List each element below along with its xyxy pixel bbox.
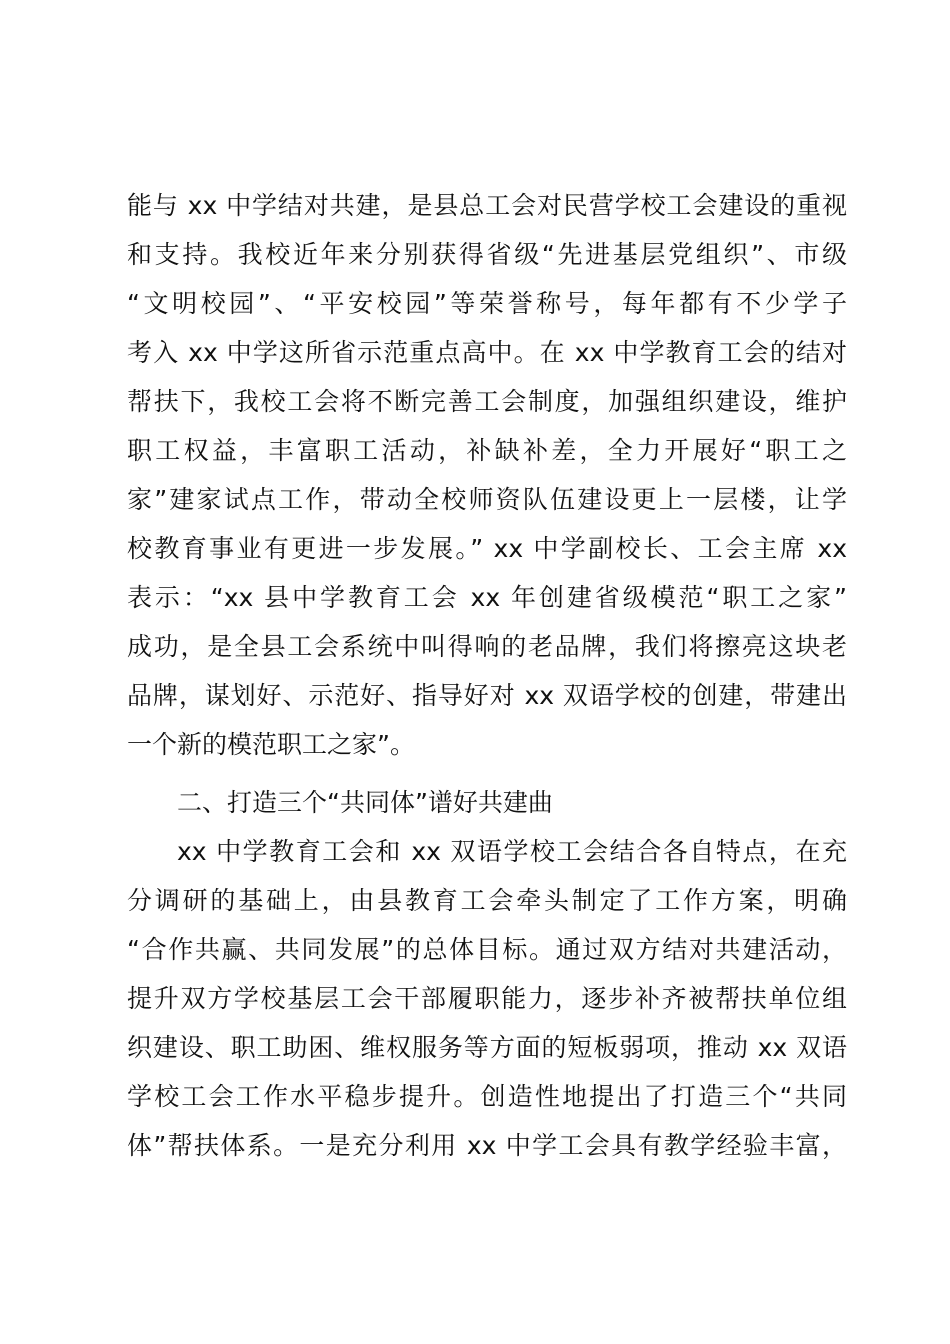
- paragraph-line: 提升双方学校基层工会干部履职能力，逐步补齐被帮扶单位组: [127, 984, 847, 1013]
- paragraph-line: xx 中学教育工会和 xx 双语学校工会结合各自特点，在充: [177, 837, 847, 866]
- paragraph-line: 学校工会工作水平稳步提升。创造性地提出了打造三个“共同: [127, 1082, 847, 1111]
- paragraph-line: 校教育事业有更进一步发展。” xx 中学副校长、工会主席 xx: [127, 534, 847, 563]
- section-heading: 二、打造三个“共同体”谱好共建曲: [177, 788, 553, 817]
- paragraph-line: 职工权益，丰富职工活动，补缺补差，全力开展好“职工之: [127, 436, 847, 465]
- paragraph-line: “合作共赢、共同发展”的总体目标。通过双方结对共建活动，: [127, 935, 847, 964]
- paragraph-line: “文明校园”、“平安校园”等荣誉称号，每年都有不少学子: [127, 289, 847, 318]
- paragraph-line: 体”帮扶体系。一是充分利用 xx 中学工会具有教学经验丰富，: [127, 1131, 847, 1160]
- paragraph-line: 家”建家试点工作，带动全校师资队伍建设更上一层楼，让学: [127, 485, 847, 514]
- paragraph-line: 表示：“xx 县中学教育工会 xx 年创建省级模范“职工之家”: [127, 583, 847, 612]
- paragraph-line: 分调研的基础上，由县教育工会牵头制定了工作方案，明确: [127, 886, 847, 915]
- paragraph-line: 织建设、职工助困、维权服务等方面的短板弱项，推动 xx 双语: [127, 1033, 847, 1062]
- paragraph-line: 考入 xx 中学这所省示范重点高中。在 xx 中学教育工会的结对: [127, 338, 847, 367]
- paragraph-line: 品牌，谋划好、示范好、指导好对 xx 双语学校的创建，带建出: [127, 681, 847, 710]
- paragraph-line: 帮扶下，我校工会将不断完善工会制度，加强组织建设，维护: [127, 387, 847, 416]
- paragraph-line: 和支持。我校近年来分别获得省级“先进基层党组织”、市级: [127, 240, 847, 269]
- paragraph-line: 一个新的模范职工之家”。: [127, 730, 415, 759]
- paragraph-line: 成功，是全县工会系统中叫得响的老品牌，我们将擦亮这块老: [127, 632, 847, 661]
- paragraph-line: 能与 xx 中学结对共建，是县总工会对民营学校工会建设的重视: [127, 191, 847, 220]
